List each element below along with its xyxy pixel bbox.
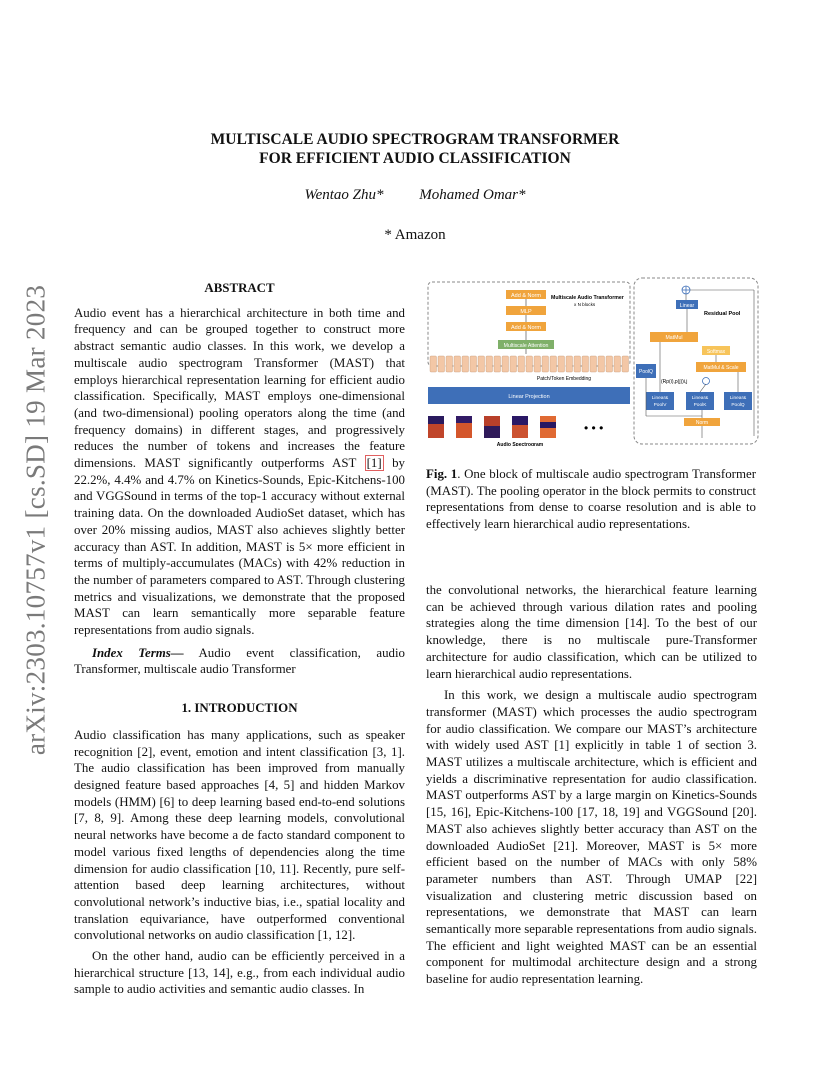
matmul-label: MatMul bbox=[665, 335, 683, 341]
citation-link[interactable]: [1] bbox=[366, 456, 382, 471]
left-column bbox=[74, 280, 405, 998]
audio-spectrogram-label: Audio Spectrogram bbox=[496, 442, 544, 446]
linear-pool-k-sub: PoolK bbox=[693, 403, 707, 408]
linear-label: Linear bbox=[679, 303, 695, 309]
arxiv-identifier: arXiv:2303.10757v1 [cs.SD] 19 Mar 2023 bbox=[20, 284, 51, 756]
intro-paragraph-1: Audio classification has many applications, such as speaker recognition [2], event, emotion and intent classification [3, 1]. The audio classification has been improved from manually designed feature based approaches [4, 5] and hidden Markov models (HMM) [6] to deep learning based end-to-end solutions [7, 8, 9]. Among these deep learning models, convolutional neural networks have become a de facto standard component to model various fixed lengths of dependencies along the time dimension for audio classification [10, 11]. Recently, pure self-attention based deep learning architectures, without convolutional network’s inductive bias, i.e., spatial locality and translation equivariance, have outperformed conventional convolutional networks on audio classification [1, 12]. bbox=[74, 727, 405, 943]
linear-pool-v-label: Linear& bbox=[651, 396, 669, 401]
right-paragraph-2: In this work, we design a multiscale audio spectrogram transformer (MAST) which processes the audio spectrogram for audio classification. We compare our MAST’s architecture with widely used AST [1] explicitly in table 1 of section 3. MAST utilizes a multiscale architecture, which is efficient and yields a discriminative representation for audio classification. MAST outperforms AST by a large margin on Kinetics-Sounds [15, 16], Epic-Kitchens-100 [17, 18, 19] and VGGSound [20]. MAST also achieves slightly better accuracy than AST on the downloaded AudioSet [21]. Moreover, MAST is 5× more efficient based on the number of MACs with only 58% parameter numbers than AST. Through UMAP [22] visualization and clustering metric discussion based on representations, we demonstrate that MAST can learn semantically more separable representations from audio signals. The efficient and light weighted MAST can be an essential component for multimodal architecture design and a strong baseline for audio representation learning. bbox=[426, 688, 757, 987]
softmax-label: Softmax bbox=[706, 349, 726, 355]
patch-embedding-label: Patch/Token Embedding bbox=[536, 376, 592, 382]
right-column bbox=[426, 582, 757, 988]
paper-title bbox=[100, 130, 730, 168]
linear-pool-q-label: Linear& bbox=[729, 396, 747, 401]
add-norm-mid-label: Add & Norm bbox=[511, 325, 541, 331]
index-terms: Index Terms— Audio event classification, audio Transformer, multiscale audio Transformer bbox=[74, 645, 405, 677]
block-title: Multiscale Audio Transformer bbox=[551, 295, 624, 301]
affiliation: * Amazon bbox=[384, 227, 446, 243]
author-1: Wentao Zhu* bbox=[304, 187, 384, 203]
figure-1 bbox=[424, 276, 760, 446]
mlp-label: MLP bbox=[520, 309, 532, 315]
add-norm-top-label: Add & Norm bbox=[511, 293, 541, 299]
positional-bias-label: (Rp(i),p(j))i,j bbox=[661, 379, 688, 385]
abstract-body: Audio event has a hierarchical architecture in both time and frequency and can be grouped together to construct more abstract semantic audio classes. In this work, we develop a multiscale audio spectrogram Transformer (MAST) that employs hierarchical representation learning for efficient audio classification. Specifically, MAST employs one-dimensional (and two-dimensional) pooling operators along the time (and frequency domains) in different stages, and progressively reduces the number of tokens and increases the feature dimensions. MAST significantly outperforms AST [1] by 22.2%, 4.4% and 4.7% on Kinetics-Sounds, Epic-Kitchens-100 and VGGSound in terms of the top-1 accuracy without external training data. On the downloaded AudioSet dataset, which has over 20% missing audios, MAST also achieves slightly better accuracy than AST. In addition, MAST is 5× more efficient in terms of multiply-accumulates (MACs) with 42% reduction in the number of parameters compared to AST. Through clustering metrics and visualizations, we demonstrate that the proposed MAST can learn semantically more separable feature representations from audio signals. bbox=[74, 305, 405, 638]
multiscale-attention-label: Multiscale Attention bbox=[503, 343, 549, 349]
spectrogram-patches bbox=[428, 416, 556, 438]
title-line-2: FOR EFFICIENT AUDIO CLASSIFICATION bbox=[259, 150, 571, 167]
right-paragraph-1: the convolutional networks, the hierarchical feature learning can be achieved through various dilation rates and pooling strategies along the time dimension [14]. To the best of our knowledge, there is no multiscale pure-Transformer architecture for audio classification, which can be utilized to learn hierarchical audio representations. bbox=[426, 583, 757, 681]
block-repeat: x N blocks bbox=[574, 302, 596, 307]
intro-paragraph-2: On the other hand, audio can be efficiently perceived in a hierarchical structure [13, 14], e.g., from each individual audio sample to audio activities and semantic audio classes. In bbox=[74, 949, 405, 997]
residual-pool-label: Residual Pool bbox=[704, 311, 741, 317]
architecture-diagram bbox=[424, 276, 760, 446]
figure-caption: Fig. 1. One block of multiscale audio spectrogram Transformer (MAST). The pooling operator in the block permits to construct representations from dense to coarse resolution and is able to effectively learn hierarchical audio representations. bbox=[426, 467, 756, 532]
token-row bbox=[430, 356, 629, 372]
norm-label: Norm bbox=[695, 420, 709, 426]
linear-pool-v-sub: PoolV bbox=[653, 403, 667, 408]
matmul-scale-label: MatMul & Scale bbox=[703, 365, 739, 371]
abstract-heading: ABSTRACT bbox=[204, 281, 275, 295]
introduction-heading: 1. INTRODUCTION bbox=[181, 701, 298, 716]
authors bbox=[100, 187, 730, 204]
ellipsis: • • • bbox=[584, 421, 604, 435]
pool-q-label: PoolQ bbox=[639, 369, 653, 375]
author-2: Mohamed Omar* bbox=[419, 187, 526, 203]
linear-pool-k-label: Linear& bbox=[691, 396, 709, 401]
linear-projection-label: Linear Projection bbox=[508, 394, 550, 400]
title-line-1: MULTISCALE AUDIO SPECTROGRAM TRANSFORMER bbox=[210, 131, 620, 148]
linear-pool-q-sub: PoolQ bbox=[731, 403, 745, 408]
